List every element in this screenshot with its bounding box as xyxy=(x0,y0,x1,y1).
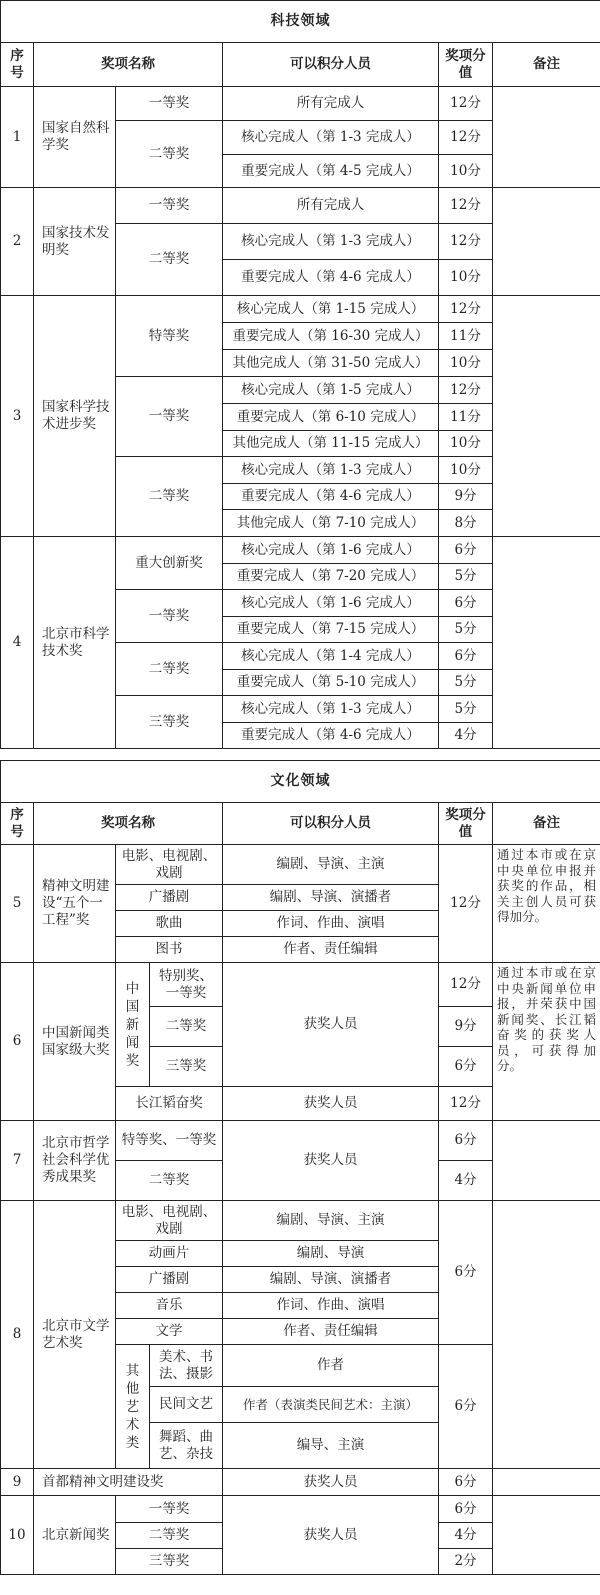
points: 11分 xyxy=(439,323,493,350)
eligible-persons: 作者 xyxy=(223,1345,439,1387)
header-persons: 可以积分人员 xyxy=(223,43,439,87)
award-level: 特等奖 xyxy=(116,296,223,377)
award-name: 首都精神文明建设奖 xyxy=(34,1469,223,1496)
points: 12分 xyxy=(439,121,493,155)
notes xyxy=(493,296,600,537)
row-no: 9 xyxy=(1,1469,34,1496)
row-no: 3 xyxy=(1,296,34,537)
award-name: 国家技术发明奖 xyxy=(34,188,116,296)
notes xyxy=(493,87,600,188)
header-no: 序号 xyxy=(1,803,34,845)
tech-awards-table xyxy=(0,0,600,749)
points: 4分 xyxy=(439,1523,493,1549)
award-category: 舞蹈、曲艺、杂技 xyxy=(150,1423,223,1469)
award-category: 广播剧 xyxy=(116,885,223,911)
award-level: 一等奖 xyxy=(116,188,223,224)
eligible-persons: 获奖人员 xyxy=(223,1087,439,1121)
notes xyxy=(493,537,600,749)
award-category: 音乐 xyxy=(116,1293,223,1319)
notes xyxy=(493,1121,600,1201)
eligible-persons: 核心完成人（第 1-3 完成人） xyxy=(223,121,439,155)
row-no: 4 xyxy=(1,537,34,749)
eligible-persons: 核心完成人（第 1-3 完成人） xyxy=(223,457,439,484)
eligible-persons: 获奖人员 xyxy=(223,1496,439,1575)
eligible-persons: 编导、主演 xyxy=(223,1423,439,1469)
eligible-persons: 其他完成人（第 7-10 完成人） xyxy=(223,510,439,537)
points: 11分 xyxy=(439,404,493,431)
award-level: 二等奖 xyxy=(116,457,223,537)
points: 12分 xyxy=(439,1087,493,1121)
award-level: 二等奖 xyxy=(116,224,223,296)
section-title-tech: 科技领域 xyxy=(1,1,600,43)
points: 2分 xyxy=(439,1549,493,1575)
award-name: 北京市科学技术奖 xyxy=(34,537,116,749)
header-notes: 备注 xyxy=(493,803,600,845)
eligible-persons: 核心完成人（第 1-3 完成人） xyxy=(223,224,439,260)
row-no: 2 xyxy=(1,188,34,296)
row-no: 10 xyxy=(1,1496,34,1575)
header-notes: 备注 xyxy=(493,43,600,87)
culture-awards-table xyxy=(0,760,600,1575)
eligible-persons: 核心完成人（第 1-6 完成人） xyxy=(223,537,439,564)
award-name: 中国新闻类国家级大奖 xyxy=(34,963,116,1121)
notes xyxy=(493,1201,600,1469)
eligible-persons: 重要完成人（第 7-15 完成人） xyxy=(223,617,439,643)
header-points: 奖项分值 xyxy=(439,803,493,845)
eligible-persons: 重要完成人（第 5-10 完成人） xyxy=(223,670,439,696)
points: 5分 xyxy=(439,696,493,723)
award-level: 一等奖 xyxy=(116,377,223,457)
sub-category-vertical xyxy=(116,1345,150,1469)
notes xyxy=(493,1496,600,1575)
header-award-name: 奖项名称 xyxy=(34,43,223,87)
award-category: 动画片 xyxy=(116,1241,223,1267)
award-level: 二等奖 xyxy=(116,121,223,188)
notes xyxy=(493,188,600,296)
sub-category-vertical xyxy=(116,963,150,1087)
eligible-persons: 编剧、导演、主演 xyxy=(223,1201,439,1241)
award-category: 文学 xyxy=(116,1319,223,1345)
eligible-persons: 作者（表演类民间艺术：主演） xyxy=(223,1387,439,1423)
row-no: 7 xyxy=(1,1121,34,1201)
points: 4分 xyxy=(439,1161,493,1201)
points: 9分 xyxy=(439,484,493,510)
eligible-persons: 重要完成人（第 4-6 完成人） xyxy=(223,260,439,296)
points: 8分 xyxy=(439,510,493,537)
row-no: 6 xyxy=(1,963,34,1121)
points: 10分 xyxy=(439,155,493,188)
notes xyxy=(493,1469,600,1496)
points: 12分 xyxy=(439,87,493,121)
points: 6分 xyxy=(439,1345,493,1469)
points: 6分 xyxy=(439,1047,493,1087)
eligible-persons: 获奖人员 xyxy=(223,1121,439,1201)
award-category: 电影、电视剧、戏剧 xyxy=(116,845,223,885)
eligible-persons: 所有完成人 xyxy=(223,188,439,224)
award-level: 二等奖 xyxy=(116,1161,223,1201)
header-persons: 可以积分人员 xyxy=(223,803,439,845)
eligible-persons: 作者、责任编辑 xyxy=(223,1319,439,1345)
award-category: 歌曲 xyxy=(116,911,223,937)
eligible-persons: 重要完成人（第 4-5 完成人） xyxy=(223,155,439,188)
eligible-persons: 核心完成人（第 1-4 完成人） xyxy=(223,643,439,670)
points: 5分 xyxy=(439,670,493,696)
award-level: 二等奖 xyxy=(116,643,223,696)
eligible-persons: 核心完成人（第 1-5 完成人） xyxy=(223,377,439,404)
award-level: 三等奖 xyxy=(116,696,223,749)
eligible-persons: 核心完成人（第 1-6 完成人） xyxy=(223,590,439,617)
header-points: 奖项分值 xyxy=(439,43,493,87)
award-level: 一等奖 xyxy=(116,590,223,643)
award-name: 北京新闻奖 xyxy=(34,1496,116,1575)
award-category: 图书 xyxy=(116,937,223,963)
award-level: 一等奖 xyxy=(116,87,223,121)
row-no: 5 xyxy=(1,845,34,963)
eligible-persons: 获奖人员 xyxy=(223,1469,439,1496)
eligible-persons: 编剧、导演、演播者 xyxy=(223,1267,439,1293)
eligible-persons: 重要完成人（第 4-6 完成人） xyxy=(223,484,439,510)
points: 6分 xyxy=(439,1121,493,1161)
points: 4分 xyxy=(439,723,493,749)
award-level: 二等奖 xyxy=(116,1523,223,1549)
award-level: 三等奖 xyxy=(150,1047,223,1087)
eligible-persons: 重要完成人（第 4-6 完成人） xyxy=(223,723,439,749)
points: 6分 xyxy=(439,1496,493,1523)
award-category: 电影、电视剧、戏剧 xyxy=(116,1201,223,1241)
eligible-persons: 重要完成人（第 6-10 完成人） xyxy=(223,404,439,431)
header-no: 序号 xyxy=(1,43,34,87)
points: 6分 xyxy=(439,643,493,670)
award-category: 广播剧 xyxy=(116,1267,223,1293)
points: 10分 xyxy=(439,260,493,296)
award-level: 特等奖、一等奖 xyxy=(116,1121,223,1161)
points: 12分 xyxy=(439,224,493,260)
points: 5分 xyxy=(439,617,493,643)
award-category: 民间文艺 xyxy=(150,1387,223,1423)
row-no: 1 xyxy=(1,87,34,188)
points: 10分 xyxy=(439,431,493,457)
eligible-persons: 重要完成人（第 7-20 完成人） xyxy=(223,564,439,590)
eligible-persons: 作词、作曲、演唱 xyxy=(223,911,439,937)
notes: 通过本市或在京中央单位申报并获奖的作品，相关主创人员可获得加分。 xyxy=(493,845,600,963)
eligible-persons: 其他完成人（第 11-15 完成人） xyxy=(223,431,439,457)
points: 12分 xyxy=(439,377,493,404)
award-level: 三等奖 xyxy=(116,1549,223,1575)
points: 5分 xyxy=(439,564,493,590)
award-name: 北京市哲学社会科学优秀成果奖 xyxy=(34,1121,116,1201)
points: 12分 xyxy=(439,296,493,323)
sub-category-label: 中国新闻奖 xyxy=(125,980,140,1069)
award-name: 国家科学技术进步奖 xyxy=(34,296,116,537)
points: 6分 xyxy=(439,1469,493,1496)
award-level: 重大创新奖 xyxy=(116,537,223,590)
points: 12分 xyxy=(439,845,493,963)
award-name: 北京市文学艺术奖 xyxy=(34,1201,116,1469)
award-level: 一等奖 xyxy=(116,1496,223,1523)
points: 12分 xyxy=(439,188,493,224)
section-title-culture: 文化领域 xyxy=(1,761,600,803)
eligible-persons: 作词、作曲、演唱 xyxy=(223,1293,439,1319)
award-level: 特别奖、一等奖 xyxy=(150,963,223,1007)
award-name: 国家自然科学奖 xyxy=(34,87,116,188)
award-level: 二等奖 xyxy=(150,1007,223,1047)
eligible-persons: 所有完成人 xyxy=(223,87,439,121)
eligible-persons: 重要完成人（第 16-30 完成人） xyxy=(223,323,439,350)
award-level: 长江韬奋奖 xyxy=(116,1087,223,1121)
points: 10分 xyxy=(439,350,493,377)
notes: 通过本市或在京中央新闻单位申报，并荣获中国新闻奖、长江韬奋奖的获奖人员，可获得加分。 xyxy=(493,963,600,1121)
award-name: 精神文明建设“五个一工程”奖 xyxy=(34,845,116,963)
eligible-persons: 编剧、导演 xyxy=(223,1241,439,1267)
header-award-name: 奖项名称 xyxy=(34,803,223,845)
eligible-persons: 获奖人员 xyxy=(223,963,439,1087)
eligible-persons: 其他完成人（第 31-50 完成人） xyxy=(223,350,439,377)
points: 10分 xyxy=(439,457,493,484)
points: 6分 xyxy=(439,1201,493,1345)
points: 9分 xyxy=(439,1007,493,1047)
eligible-persons: 编剧、导演、主演 xyxy=(223,845,439,885)
eligible-persons: 核心完成人（第 1-3 完成人） xyxy=(223,696,439,723)
points: 12分 xyxy=(439,963,493,1007)
points: 6分 xyxy=(439,590,493,617)
award-category: 美术、书法、摄影 xyxy=(150,1345,223,1387)
row-no: 8 xyxy=(1,1201,34,1469)
points: 6分 xyxy=(439,537,493,564)
eligible-persons: 编剧、导演、演播者 xyxy=(223,885,439,911)
eligible-persons: 核心完成人（第 1-15 完成人） xyxy=(223,296,439,323)
eligible-persons: 作者、责任编辑 xyxy=(223,937,439,963)
sub-category-label: 其他艺术类 xyxy=(125,1362,140,1451)
